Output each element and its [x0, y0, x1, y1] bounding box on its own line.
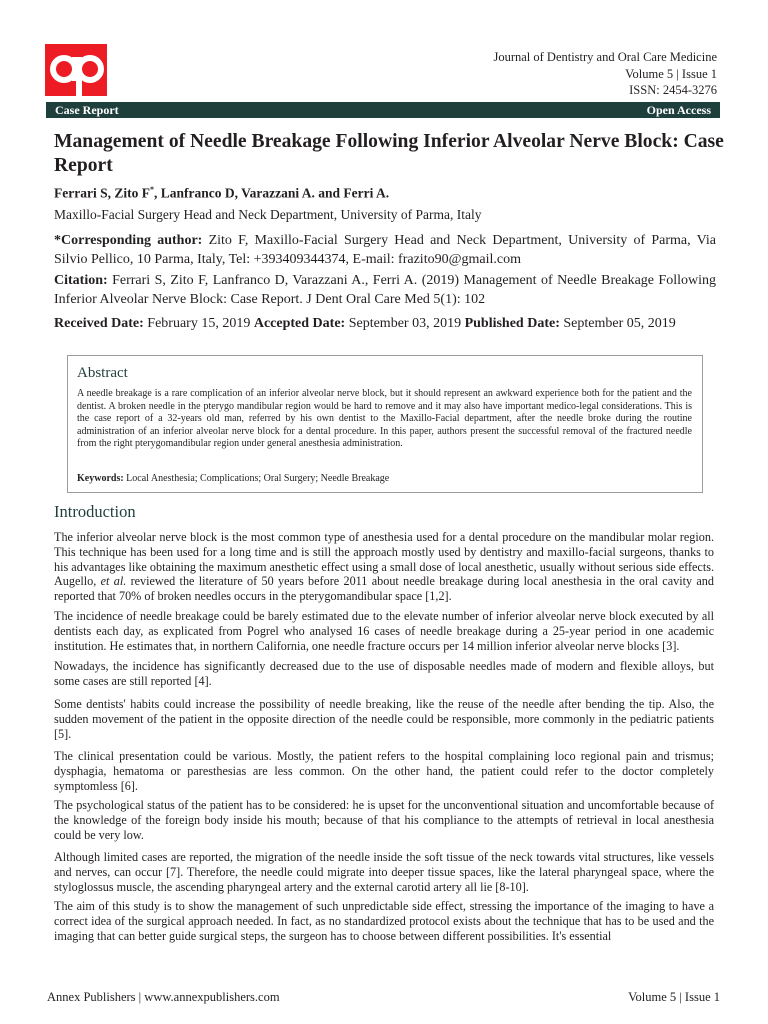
intro-paragraph-6: The psychological status of the patient has to be considered: he is upset for the unconventional situation and uncomfortable because of the knowledge of the foreign body inside his mouth; because of that his compliance to the attempts of retrieval in local anesthesia could be very low.	[54, 798, 714, 842]
citation-text: Ferrari S, Zito F, Lanfranco D, Varazzani A., Ferri A. (2019) Management of Needle Breakage Following Inferior Alveolar Nerve Block: Case Report. J Dent Oral Care Med 5(1): 102	[54, 273, 716, 307]
intro-paragraph-4: Some dentists' habits could increase the possibility of needle breaking, like the reuse of the needle after bending the tip. Also, the sudden movement of the patient in the opposite direction of the needle could be responsible, more commonly in the pediatric patients [5].	[54, 697, 714, 741]
intro-paragraph-7: Although limited cases are reported, the migration of the needle inside the soft tissue of the neck towards vital structures, like vessels and nerves, can occur [7]. Therefore, the needle could migrate into deeper tissue spaces, like the lateral pharyngeal space, where the styloglossus muscle, the ascending pharyngeal artery and the external carotid artery all lie [8-10].	[54, 850, 714, 894]
journal-issn: ISSN: 2454-3276	[629, 83, 717, 97]
footer-publisher: Annex Publishers | www.annexpublishers.com	[47, 990, 280, 1004]
journal-name: Journal of Dentistry and Oral Care Medicine	[493, 50, 717, 64]
authors-rest: , Lanfranco D, Varazzani A. and Ferri A.	[153, 185, 390, 201]
corresponding-author-text: Zito F, Maxillo-Facial Surgery Head and Neck Department, University of Parma, Via Silvio Pellico, 10 Parma, Italy, Tel: +393409344374, E-mail: frazito90@gmail.com	[54, 233, 717, 267]
introduction-heading: Introduction	[54, 502, 136, 521]
corresponding-author	[54, 231, 716, 269]
article-title: Management of Needle Breakage Following Inferior Alveolar Nerve Block: Case Report	[54, 131, 724, 176]
intro-paragraph-8: The aim of this study is to show the management of such unpredictable side effect, stressing the importance of the imaging to have a correct idea of the surgical approach needed. In fact, as no standardized protocol exists about the technique that has to be used and the imaging that can better guide surgical steps, the surgeon has to choose between different possibilities. It's essential	[54, 899, 714, 943]
citation-label: Citation:	[54, 273, 108, 288]
journal-info	[493, 49, 717, 99]
published-date: September 05, 2019	[559, 316, 676, 331]
journal-volume-issue: Volume 5 | Issue 1	[625, 66, 717, 81]
article-dates	[54, 314, 716, 333]
publisher-logo	[45, 44, 107, 96]
publisher-logo-mark	[45, 44, 107, 96]
corresponding-marker: *	[149, 185, 154, 194]
affiliation: Maxillo-Facial Surgery Head and Neck Department, University of Parma, Italy	[54, 207, 482, 222]
intro-paragraph-1-part-a: The inferior alveolar nerve block is the most common type of anesthesia used for a dental procedure on the mandibular molar region. This technique has been used for a long time and is still the approach mostly used by dentistry and maxillo-facial surgeons, thanks to his advantages like obtaining the maximum anesthetic effect using a small dose of local anesthetic, usually without serious side effects. Augello,	[54, 530, 714, 589]
intro-paragraph-1-emphasis: et al.	[100, 574, 127, 589]
author-list	[54, 181, 389, 203]
published-date-label: Published Date:	[464, 316, 560, 331]
abstract-box	[67, 355, 703, 493]
abstract-heading: Abstract	[77, 365, 128, 381]
intro-paragraph-5: The clinical presentation could be various. Mostly, the patient refers to the hospital complaining loco regional pain and trismus; dysphagia, hematoma or paresthesias are less common. On the other hand, the patient could refer to the doctor completely symptomless [6].	[54, 749, 714, 793]
footer-volume-issue: Volume 5 | Issue 1	[628, 990, 720, 1004]
article-type-label: Case Report	[55, 103, 119, 117]
intro-paragraph-3: Nowadays, the incidence has significantly decreased due to the use of disposable needles made of modern and flexible alloys, but some cases are still reported [4].	[54, 659, 714, 688]
intro-paragraph-1	[54, 530, 714, 604]
received-date: February 15, 2019	[143, 316, 254, 331]
intro-paragraph-2: The incidence of needle breakage could be barely estimated due to the elevate number of inferior alveolar nerve block executed by all dentists each day, as explicated from Pogrel who analysed 16 cases of needle breakage during a 25-year period in one academic institution. He estimates that, in northern California, one needle fracture occurs per 14 million inferior alveolar nerve blocks [3].	[54, 609, 714, 653]
accepted-date-label: Accepted Date:	[253, 316, 346, 331]
keywords-text: Local Anesthesia; Complications; Oral Surgery; Needle Breakage	[123, 473, 390, 484]
open-access-label: Open Access	[646, 103, 711, 117]
abstract-text: A needle breakage is a rare complication of an inferior alveolar nerve block, but it should represent an awkward experience both for the patient and the dentist. A broken needle in the pterygo mandibular region would be hard to remove and it may also have important medico-legal considerations. This is the case report of a 32-years old man, referred by his own dentist to the Maxillo-Facial department, after the needle broke during the routine administration of an inferior alveolar nerve block for a dental procedure. In this paper, authors present the successful removal of the fractured needle from the right pterygomandibular region under general anesthesia administration.	[77, 388, 692, 450]
received-date-label: Received Date:	[54, 316, 144, 331]
keywords	[77, 473, 389, 484]
accepted-date: September 03, 2019	[345, 316, 465, 331]
intro-paragraph-1-part-b: reviewed the literature of 50 years before 2011 about needle breakage during local anesthesia in the oral cavity and reported that 70% of broken needles occurs in the pterygomandibular space [1,2].	[54, 574, 714, 604]
citation	[54, 271, 716, 309]
authors-first: Ferrari S, Zito F	[54, 185, 150, 201]
corresponding-author-label: *Corresponding author:	[54, 233, 203, 248]
article-type-banner	[46, 102, 720, 118]
keywords-label: Keywords:	[77, 473, 124, 484]
